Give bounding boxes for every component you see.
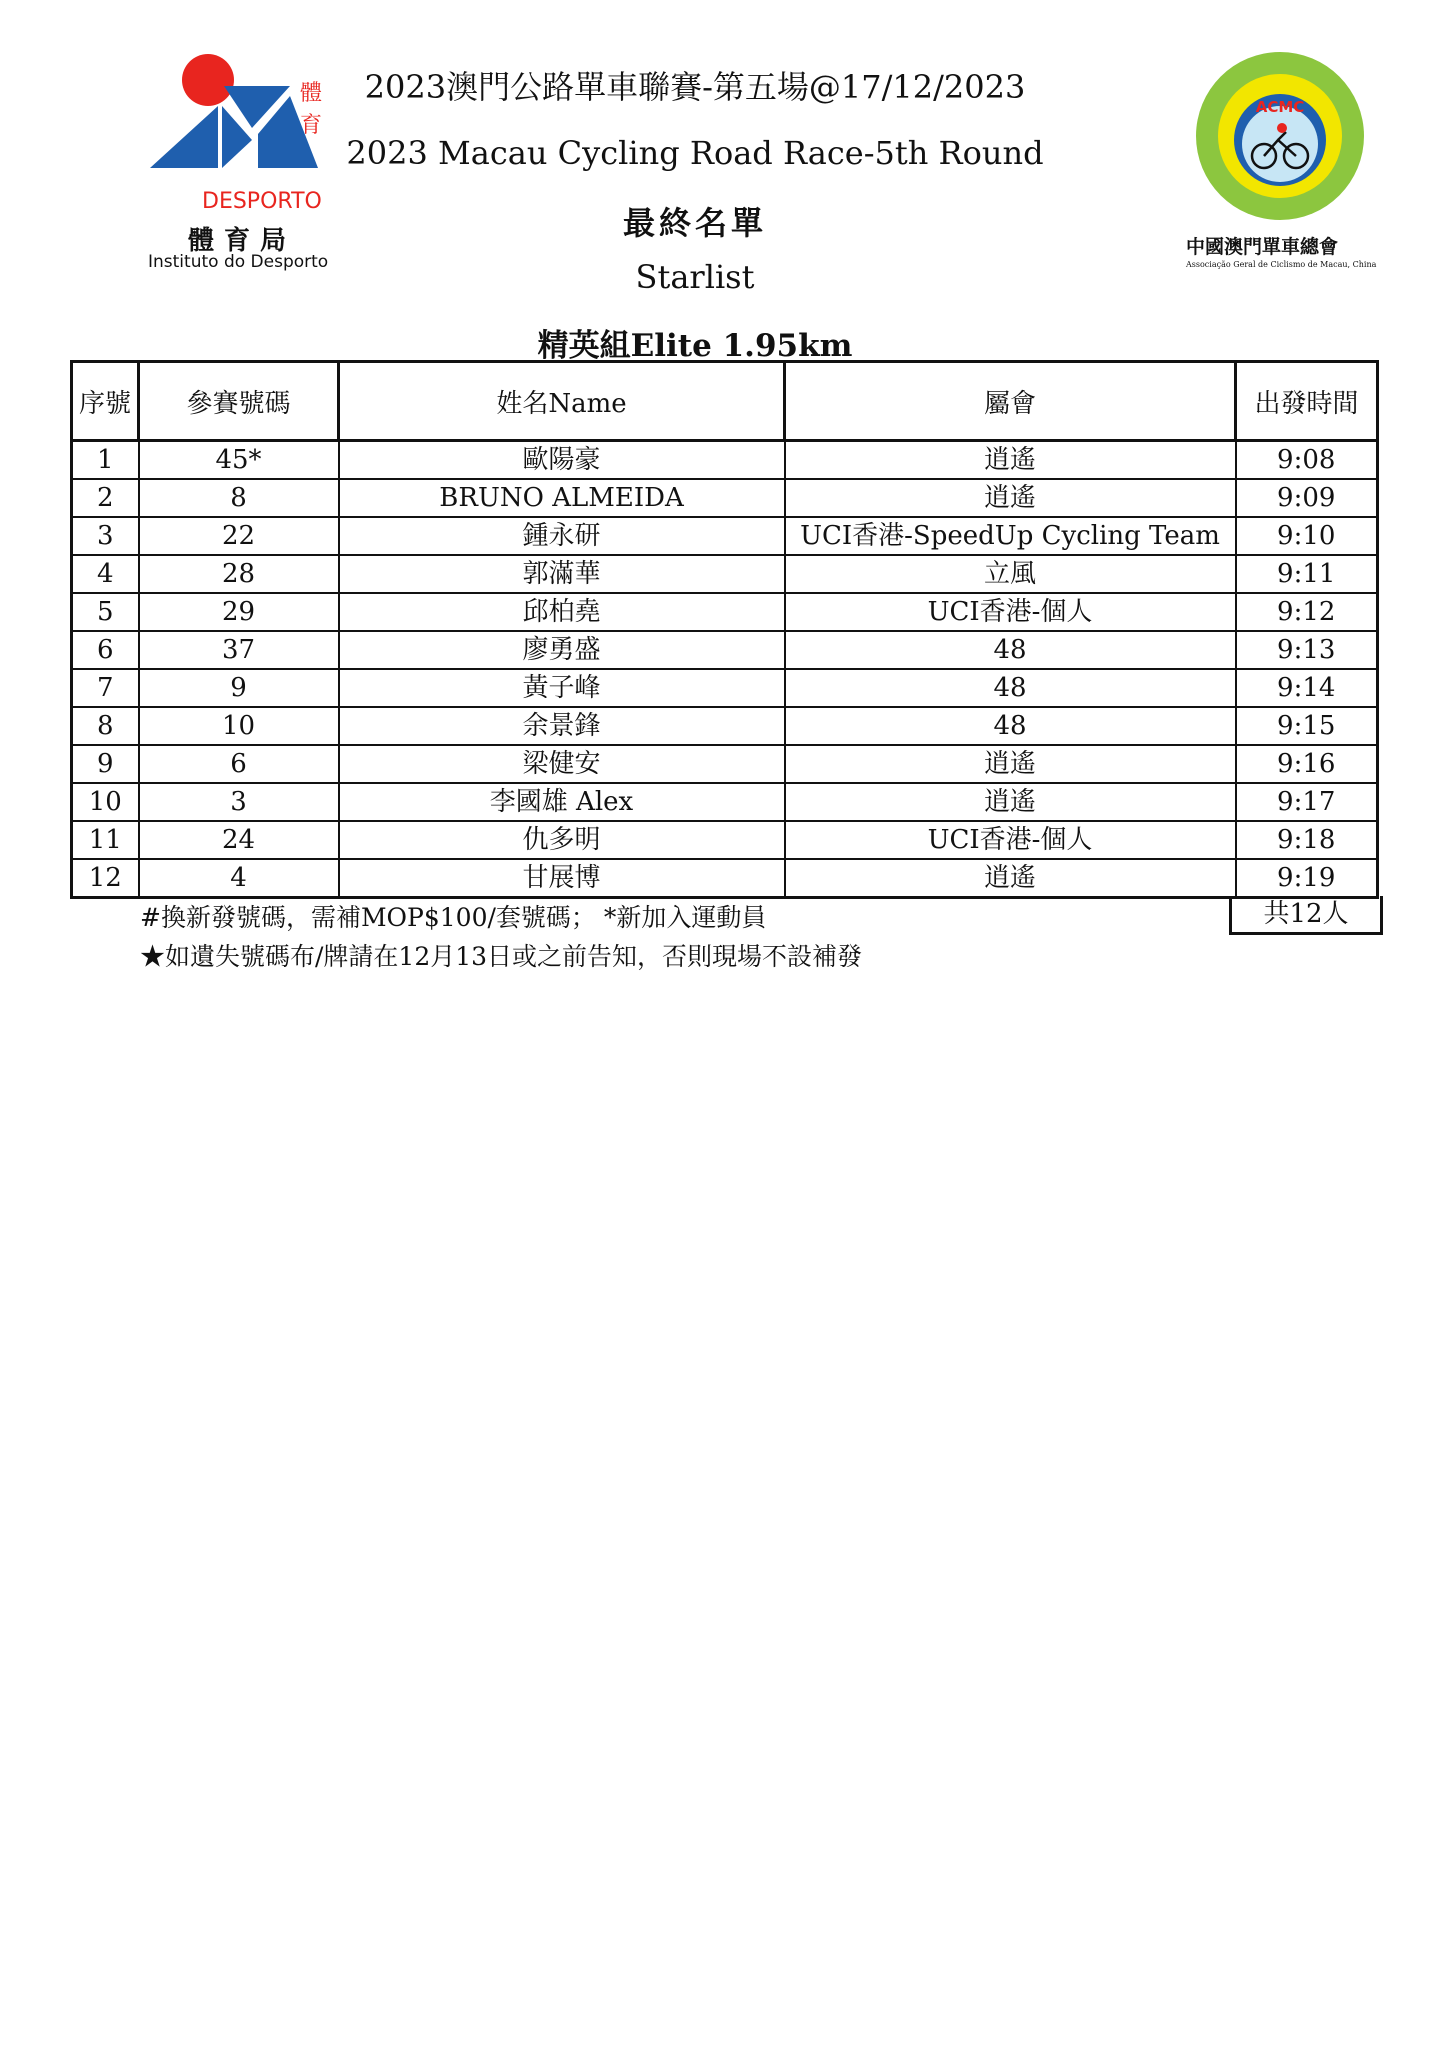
event-title-en: 2023 Macau Cycling Road Race-5th Round <box>346 134 1044 172</box>
table-row <box>72 783 1378 821</box>
cell-name: 邱柏堯 <box>339 593 785 631</box>
cell-bib: 3 <box>139 783 339 821</box>
cell-club: 48 <box>785 707 1236 745</box>
cell-name: 仇多明 <box>339 821 785 859</box>
startlist-table <box>70 360 1379 899</box>
cell-seq: 11 <box>72 821 139 859</box>
cell-start-time: 9:15 <box>1236 707 1378 745</box>
cell-seq: 10 <box>72 783 139 821</box>
note-line-1: #換新發號碼，需補MOP$100/套號碼； *新加入運動員 <box>140 903 767 932</box>
final-list-title-cn: 最終名單 <box>622 204 767 242</box>
cell-start-time: 9:12 <box>1236 593 1378 631</box>
cell-start-time: 9:08 <box>1236 441 1378 480</box>
desporto-name-pt: Instituto do Desporto <box>148 252 329 272</box>
cell-name: 郭滿華 <box>339 555 785 593</box>
cell-seq: 4 <box>72 555 139 593</box>
cell-name: 梁健安 <box>339 745 785 783</box>
category-title: 精英組Elite 1.95km <box>537 328 853 364</box>
cell-start-time: 9:16 <box>1236 745 1378 783</box>
cell-seq: 3 <box>72 517 139 555</box>
cell-start-time: 9:13 <box>1236 631 1378 669</box>
table-row <box>72 517 1378 555</box>
table-header-row <box>72 362 1378 441</box>
column-header-name: 姓名Name <box>339 362 785 441</box>
column-header-seq: 序號 <box>72 362 139 441</box>
cell-club: 逍遙 <box>785 859 1236 898</box>
cell-bib: 28 <box>139 555 339 593</box>
desporto-name-cn: 體育局 <box>188 226 297 256</box>
cell-club: 逍遙 <box>785 441 1236 480</box>
notes <box>140 898 862 976</box>
table-row <box>72 555 1378 593</box>
svg-text:體: 體 <box>300 81 323 106</box>
column-header-start-time: 出發時間 <box>1236 362 1378 441</box>
cell-bib: 24 <box>139 821 339 859</box>
cell-club: 立風 <box>785 555 1236 593</box>
cell-name: BRUNO ALMEIDA <box>339 479 785 517</box>
event-title-cn: 2023澳門公路單車聯賽-第五場@17/12/2023 <box>364 68 1026 106</box>
cell-bib: 4 <box>139 859 339 898</box>
column-header-club: 屬會 <box>785 362 1236 441</box>
svg-text:ACMC: ACMC <box>1255 98 1305 116</box>
cell-name: 李國雄 Alex <box>339 783 785 821</box>
cell-start-time: 9:17 <box>1236 783 1378 821</box>
cell-club: UCI香港-個人 <box>785 821 1236 859</box>
cell-club: 逍遙 <box>785 783 1236 821</box>
cell-seq: 6 <box>72 631 139 669</box>
table-row <box>72 479 1378 517</box>
cell-bib: 10 <box>139 707 339 745</box>
cell-bib: 45* <box>139 441 339 480</box>
cell-name: 余景鋒 <box>339 707 785 745</box>
cell-start-time: 9:18 <box>1236 821 1378 859</box>
cell-bib: 29 <box>139 593 339 631</box>
cell-club: 逍遙 <box>785 479 1236 517</box>
cell-club: 48 <box>785 669 1236 707</box>
cell-seq: 12 <box>72 859 139 898</box>
cell-name: 甘展博 <box>339 859 785 898</box>
cell-club: 逍遙 <box>785 745 1236 783</box>
acmc-name-cn: 中國澳門單車總會 <box>1186 236 1339 258</box>
table-row <box>72 821 1378 859</box>
total-count: 共12人 <box>1229 896 1383 935</box>
cell-club: UCI香港-個人 <box>785 593 1236 631</box>
note-line-2: ★如遺失號碼布/牌請在12月13日或之前告知，否則現場不設補發 <box>140 942 863 971</box>
table-row <box>72 593 1378 631</box>
svg-text:DESPORTO: DESPORTO <box>202 189 322 214</box>
cell-name: 黃子峰 <box>339 669 785 707</box>
starlist-title-en: Starlist <box>635 258 755 296</box>
cell-bib: 6 <box>139 745 339 783</box>
svg-text:育: 育 <box>300 113 323 138</box>
cell-name: 歐陽豪 <box>339 441 785 480</box>
cell-name: 鍾永研 <box>339 517 785 555</box>
cell-seq: 1 <box>72 441 139 480</box>
column-header-bib: 參賽號碼 <box>139 362 339 441</box>
cell-club: UCI香港-SpeedUp Cycling Team <box>785 517 1236 555</box>
acmc-name-pt: Associação Geral de Ciclismo de Macau, China <box>1186 260 1377 269</box>
cell-seq: 5 <box>72 593 139 631</box>
cell-start-time: 9:09 <box>1236 479 1378 517</box>
cell-bib: 9 <box>139 669 339 707</box>
table-row <box>72 669 1378 707</box>
table-row <box>72 441 1378 480</box>
cell-bib: 22 <box>139 517 339 555</box>
cell-seq: 7 <box>72 669 139 707</box>
cell-name: 廖勇盛 <box>339 631 785 669</box>
table-row <box>72 745 1378 783</box>
cell-seq: 2 <box>72 479 139 517</box>
cell-start-time: 9:19 <box>1236 859 1378 898</box>
cell-start-time: 9:14 <box>1236 669 1378 707</box>
cell-bib: 8 <box>139 479 339 517</box>
cell-bib: 37 <box>139 631 339 669</box>
cell-start-time: 9:10 <box>1236 517 1378 555</box>
table-row <box>72 707 1378 745</box>
table-row <box>72 631 1378 669</box>
cell-seq: 8 <box>72 707 139 745</box>
cell-start-time: 9:11 <box>1236 555 1378 593</box>
cell-seq: 9 <box>72 745 139 783</box>
cell-club: 48 <box>785 631 1236 669</box>
table-row <box>72 859 1378 898</box>
